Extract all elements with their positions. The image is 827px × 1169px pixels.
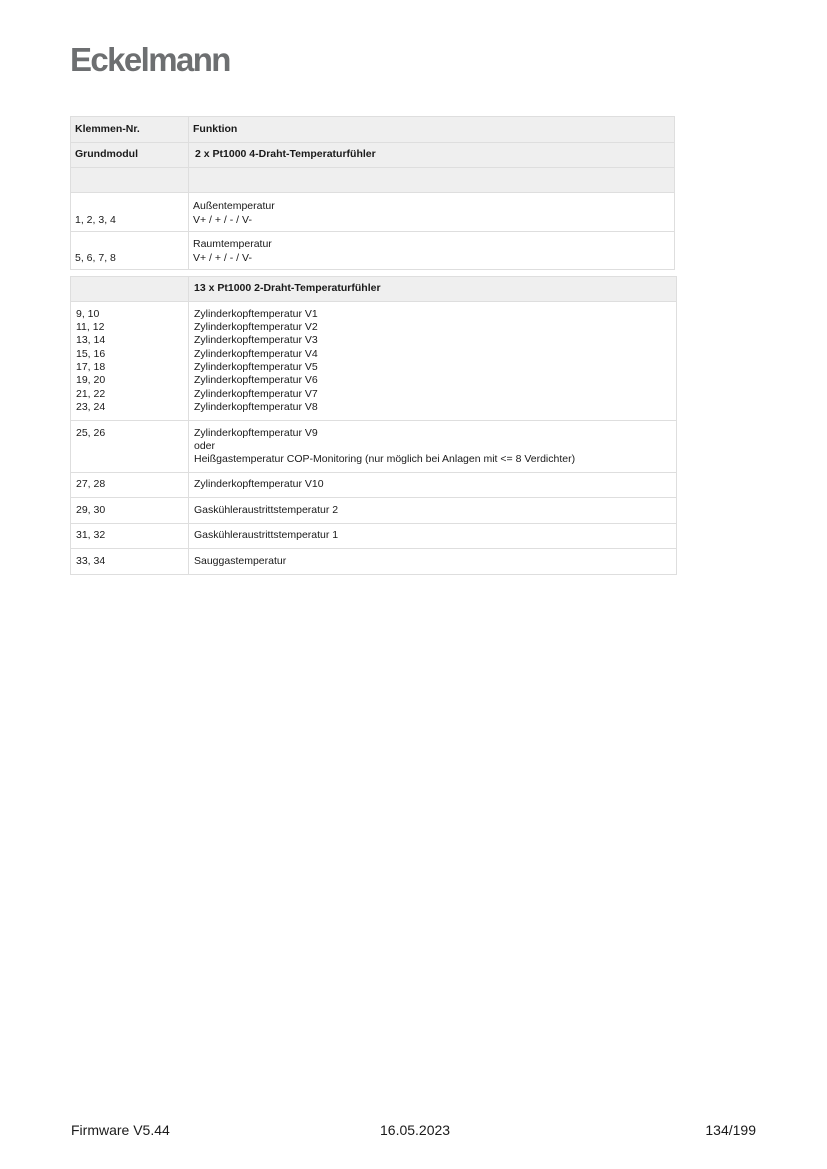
terminal-line: 17, 18	[76, 361, 106, 373]
terminal-cell: 31, 32	[71, 524, 189, 549]
sensor-group-title: 13 x Pt1000 2-Draht-Temperaturfühler	[189, 277, 677, 302]
module-name: Grundmodul	[71, 143, 189, 168]
function-line: Zylinderkopftemperatur V5	[194, 361, 318, 373]
terminal-line: 13, 14	[76, 334, 106, 347]
function-line: oder	[194, 439, 216, 452]
terminal-line: 21, 22	[76, 387, 106, 400]
empty-cell	[189, 168, 675, 193]
function-cell: Zylinderkopftemperatur V10	[189, 473, 677, 498]
terminal-cell	[71, 421, 189, 473]
table-header-row	[71, 277, 677, 302]
function-line: Zylinderkopftemperatur V2	[194, 321, 318, 334]
function-line: V+ / + / - / V-	[193, 213, 252, 226]
terminal-line: 19, 20	[76, 374, 106, 387]
terminal-line: 9, 10	[76, 307, 100, 320]
header-klemmen: Klemmen-Nr.	[71, 117, 189, 143]
table-row	[71, 524, 677, 549]
function-line: Zylinderkopftemperatur V4	[194, 347, 318, 360]
function-line: Zylinderkopftemperatur V7	[194, 387, 318, 400]
empty-cell	[71, 168, 189, 193]
function-line: Zylinderkopftemperatur V1	[194, 307, 318, 320]
header-funktion: Funktion	[189, 117, 675, 143]
function-cell	[189, 193, 675, 232]
terminal-cell: 27, 28	[71, 473, 189, 498]
terminal-line: 25, 26	[76, 426, 106, 439]
function-line: Heißgastemperatur COP-Monitoring (nur möglich bei Anlagen mit <= 8 Verdichter)	[194, 453, 576, 466]
terminal-cell: 5, 6, 7, 8	[71, 232, 189, 270]
table-row	[71, 232, 675, 270]
function-cell: Gaskühleraustrittstemperatur 2	[189, 498, 677, 524]
table-header-row	[71, 117, 675, 143]
function-line: Zylinderkopftemperatur V9	[194, 426, 318, 439]
terminal-line: 23, 24	[76, 400, 106, 413]
table-row	[71, 193, 675, 232]
terminal-cell: 1, 2, 3, 4	[71, 193, 189, 232]
function-line: Zylinderkopftemperatur V8	[194, 400, 318, 413]
header-empty	[71, 277, 189, 302]
function-cell	[189, 421, 677, 473]
table-row	[71, 549, 677, 575]
terminal-table-2-wire-sensors	[70, 276, 677, 575]
function-line: V+ / + / - / V-	[193, 251, 252, 264]
function-cell	[189, 232, 675, 270]
footer-firmware: Firmware V5.44	[71, 1122, 170, 1138]
function-line: Außentemperatur	[193, 200, 275, 213]
empty-row	[71, 168, 675, 193]
function-cell: Sauggastemperatur	[189, 549, 677, 575]
table-row	[71, 302, 677, 421]
terminal-line: 11, 12	[76, 321, 105, 334]
terminal-cell: 29, 30	[71, 498, 189, 524]
function-line: Zylinderkopftemperatur V3	[194, 334, 318, 347]
module-row	[71, 143, 675, 168]
terminal-cell	[71, 302, 189, 421]
terminal-line: 15, 16	[76, 347, 106, 360]
terminal-table-basic-module	[70, 116, 675, 270]
function-cell	[189, 302, 677, 421]
terminal-cell: 33, 34	[71, 549, 189, 575]
table-row	[71, 421, 677, 473]
eckelmann-logo: Eckelmann	[70, 41, 230, 78]
footer-page-number: 134/199	[705, 1122, 756, 1138]
function-line: Raumtemperatur	[193, 238, 272, 251]
table-row	[71, 473, 677, 498]
footer-date: 16.05.2023	[380, 1122, 451, 1138]
table-row	[71, 498, 677, 524]
function-cell: Gaskühleraustrittstemperatur 1	[189, 524, 677, 549]
module-function: 2 x Pt1000 4-Draht-Temperaturfühler	[189, 143, 675, 168]
function-line: Zylinderkopftemperatur V6	[194, 374, 318, 387]
